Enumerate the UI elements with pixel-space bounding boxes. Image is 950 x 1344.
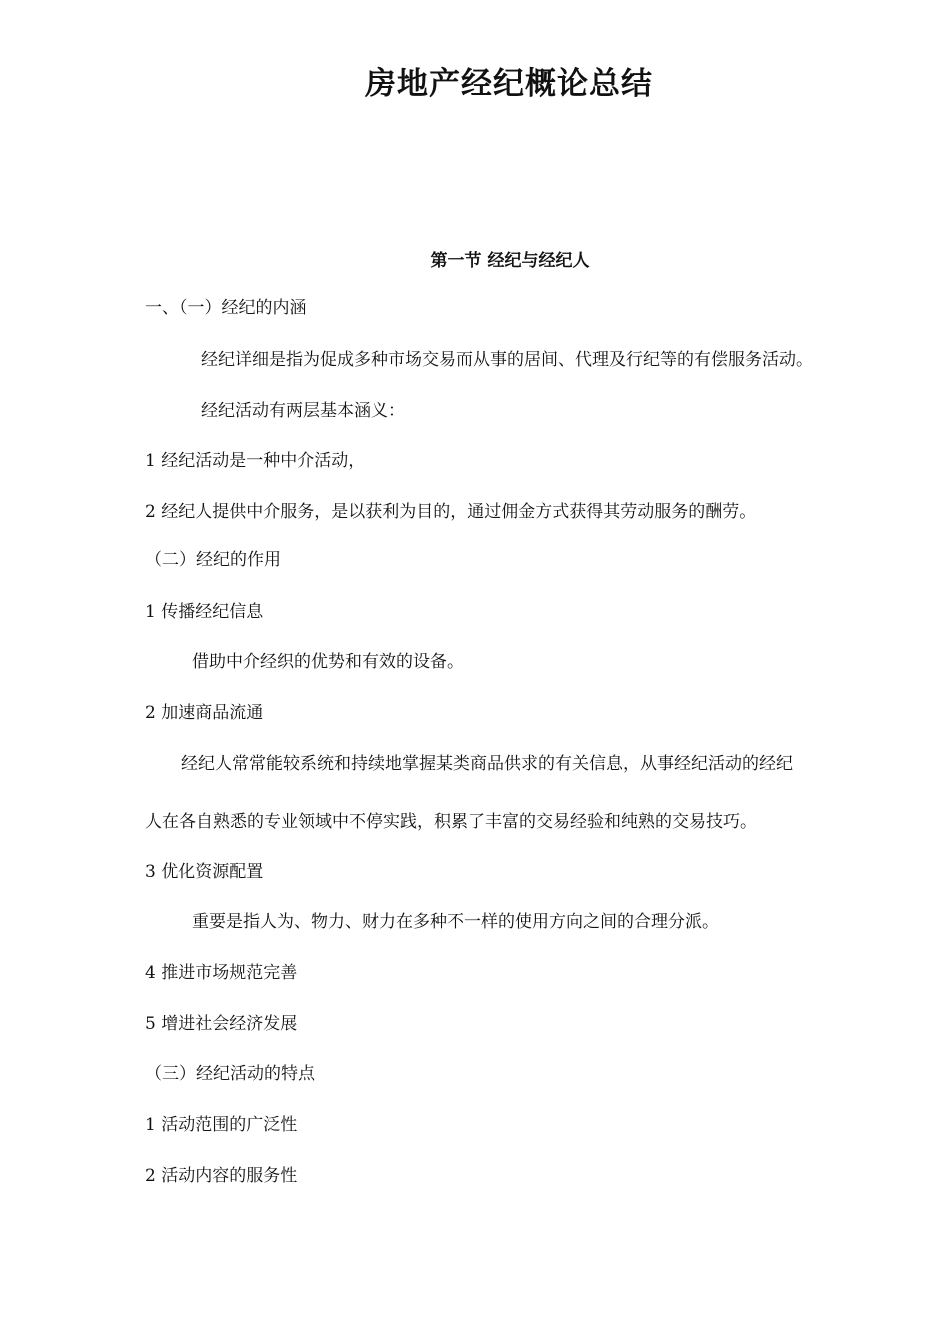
paragraph-line-2: 经纪活动有两层基本涵义： — [201, 401, 405, 421]
paragraph-line-6: 重要是指人为、物力、财力在多种不一样的使用方向之间的合理分派。 — [192, 912, 719, 932]
heading-line-2: （二）经纪的作用 — [145, 550, 281, 570]
paragraph-line-4: 经纪人常常能较系统和持续地掌握某类商品供求的有关信息，从事经纪活动的经纪 — [181, 754, 793, 774]
list-item-1: 1 经纪活动是一种中介活动， — [145, 451, 366, 471]
list-item-8: 1 活动范围的广泛性 — [145, 1115, 298, 1135]
list-item-4: 2 加速商品流通 — [145, 703, 264, 723]
list-item-5: 3 优化资源配置 — [145, 862, 264, 882]
heading-line-3: （三）经纪活动的特点 — [145, 1064, 315, 1084]
list-item-3: 1 传播经纪信息 — [145, 602, 264, 622]
list-item-6: 4 推进市场规范完善 — [145, 963, 298, 983]
list-item-9: 2 活动内容的服务性 — [145, 1166, 298, 1186]
paragraph-line-3: 借助中介经织的优势和有效的设备。 — [192, 652, 464, 672]
paragraph-line-1: 经纪详细是指为促成多种市场交易而从事的居间、代理及行纪等的有偿服务活动。 — [201, 350, 813, 370]
list-item-7: 5 增进社会经济发展 — [145, 1014, 298, 1034]
paragraph-line-5: 人在各自熟悉的专业领域中不停实践，积累了丰富的交易经验和纯熟的交易技巧。 — [145, 812, 757, 832]
heading-line-1: 一、（一）经纪的内涵 — [145, 298, 307, 318]
section-title: 第一节 经纪与经纪人 — [430, 251, 590, 271]
list-item-2: 2 经纪人提供中介服务，是以获利为目的，通过佣金方式获得其劳动服务的酬劳。 — [145, 502, 757, 522]
document-title: 房地产经纪概论总结 — [365, 66, 653, 102]
